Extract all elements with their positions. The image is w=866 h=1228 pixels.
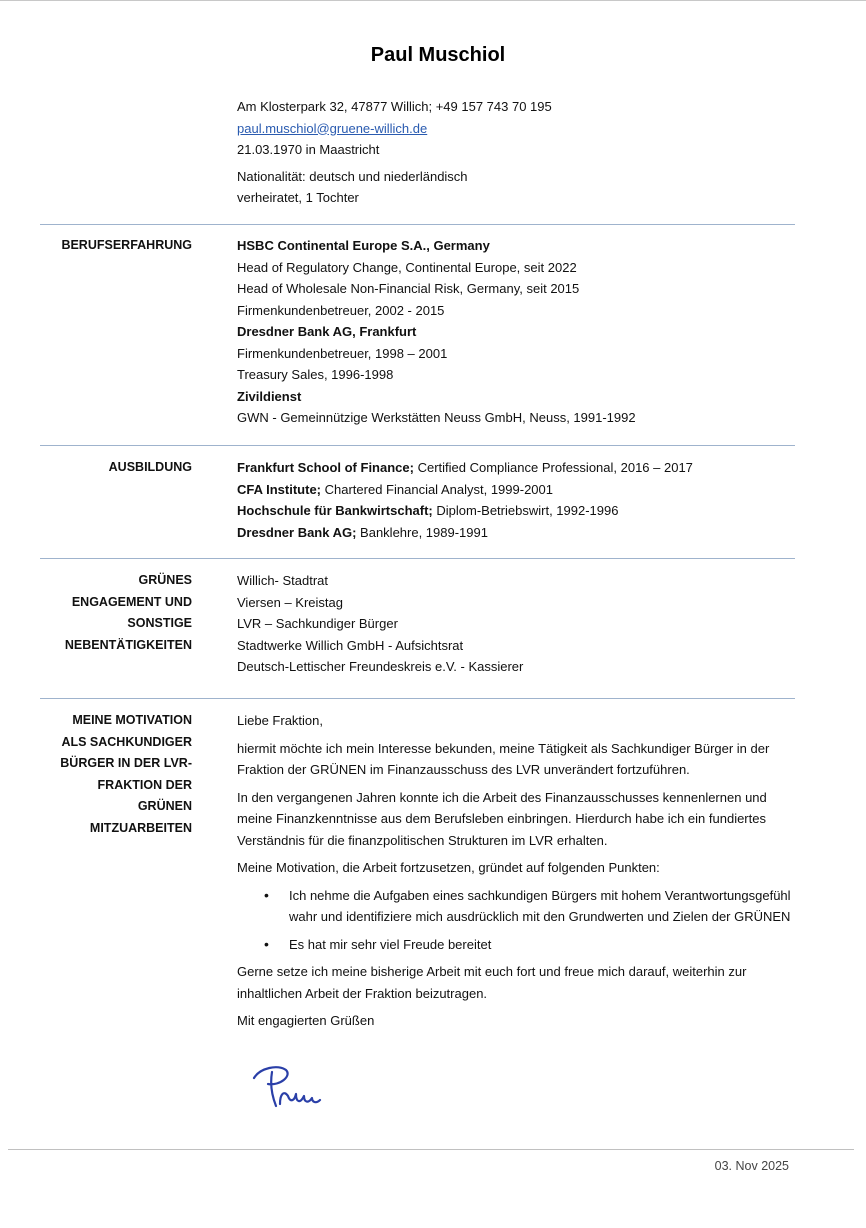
- label-line: BÜRGER IN DER LVR-: [60, 756, 192, 770]
- job-line: Head of Wholesale Non-Financial Risk, Germany, seit 2015: [237, 281, 580, 296]
- job-line: Zivildienst: [237, 388, 302, 404]
- section-divider: [40, 224, 795, 225]
- engagement-item: Viersen – Kreistag: [237, 594, 343, 610]
- education-item: [237, 522, 797, 544]
- nationality: Nationalität: deutsch und niederländisch: [237, 168, 468, 184]
- education-item: [237, 457, 797, 479]
- list-item: • Es hat mir sehr viel Freude bereitet: [289, 934, 797, 956]
- section-label-engagement: [40, 570, 192, 656]
- motivation-letter: [237, 710, 797, 1038]
- education-institution: Dresdner Bank AG;: [237, 524, 357, 540]
- letter-paragraph: In den vergangenen Jahren konnte ich die Arbeit des Finanzausschusses kennenlernen und meine Finanzkenntnisse aus dem Berufsleben einbringen. Hierdurch habe ich ein fundiertes Verständnis für die finanzpolitischen Strukturen im LVR erhalten.: [237, 789, 767, 848]
- label-line: GRÜNES: [138, 573, 192, 587]
- label-line: GRÜNEN: [137, 799, 192, 813]
- education-detail: Banklehre, 1989-1991: [356, 524, 488, 540]
- signature-image: [250, 1060, 330, 1112]
- job-line: Treasury Sales, 1996-1998: [237, 367, 394, 382]
- letter-greeting: Liebe Fraktion,: [237, 713, 323, 728]
- job-line: Firmenkundenbetreuer, 2002 - 2015: [237, 302, 445, 318]
- letter-paragraph: Meine Motivation, die Arbeit fortzusetzen, gründet auf folgenden Punkten:: [237, 860, 660, 875]
- engagement-item: Willich- Stadtrat: [237, 573, 329, 588]
- letter-closing: Mit engagierten Grüßen: [237, 1013, 375, 1028]
- label-line: MEINE MOTIVATION: [72, 713, 192, 727]
- job-line: Head of Regulatory Change, Continental Europe, seit 2022: [237, 259, 577, 275]
- address: Am Klosterpark 32, 47877 Willich; +49 157 743 70 195: [237, 99, 552, 114]
- engagement-item: LVR – Sachkundiger Bürger: [237, 616, 398, 631]
- education-detail: Diplom-Betriebswirt, 1992-1996: [432, 503, 619, 518]
- letter-paragraph: hiermit möchte ich mein Interesse bekunden, meine Tätigkeit als Sachkundiger Bürger in der Fraktion der GRÜNEN im Finanzausschuss des LVR unverändert fortzuführen.: [237, 740, 770, 777]
- family-status: verheiratet, 1 Tochter: [237, 190, 359, 205]
- education-detail: Certified Compliance Professional, 2016 – 2017: [413, 460, 693, 475]
- label-line: FRAKTION DER: [97, 777, 192, 792]
- job-line: Firmenkundenbetreuer, 1998 – 2001: [237, 345, 448, 361]
- page-title: Paul Muschiol: [370, 44, 506, 66]
- top-border: [0, 0, 866, 1]
- section-divider: [40, 698, 795, 699]
- education-institution: Hochschule für Bankwirtschaft;: [237, 503, 433, 518]
- label-line: ENGAGEMENT UND: [71, 594, 192, 609]
- footer-date: 03. Nov 2025: [714, 1159, 789, 1173]
- label-line: ALS SACHKUNDIGER: [61, 734, 192, 749]
- label-line: MITZUARBEITEN: [89, 820, 192, 835]
- education-item: [237, 479, 797, 501]
- footer-divider: [8, 1149, 854, 1150]
- job-line: HSBC Continental Europe S.A., Germany: [237, 238, 490, 253]
- section-label-motivation: [40, 710, 192, 839]
- section-divider: [40, 558, 795, 559]
- engagement-content: [237, 570, 797, 678]
- motivation-bullet-list: [237, 885, 797, 956]
- birth-info: 21.03.1970 in Maastricht: [237, 142, 380, 157]
- ausbildung-content: [237, 457, 797, 543]
- engagement-item: Deutsch-Lettischer Freundeskreis e.V. - Kassierer: [237, 659, 524, 674]
- education-item: [237, 500, 797, 522]
- letter-paragraph: Gerne setze ich meine bisherige Arbeit mit euch fort und freue mich darauf, weiterhin zur inhaltlichen Arbeit der Fraktion beizutragen.: [237, 964, 747, 1001]
- engagement-item: Stadtwerke Willich GmbH - Aufsichtsrat: [237, 637, 464, 653]
- education-institution: CFA Institute;: [237, 481, 322, 497]
- section-label-ausbildung: AUSBILDUNG: [108, 460, 192, 474]
- list-item: • Ich nehme die Aufgaben eines sachkundigen Bürgers mit hohem Verantwortungsgefühl wahr und identifiziere mich ausdrücklich mit den Grundwerten und Zielen der GRÜNEN: [289, 885, 797, 928]
- email-link[interactable]: paul.muschiol@gruene-willich.de: [237, 120, 428, 136]
- education-detail: Chartered Financial Analyst, 1999-2001: [321, 481, 553, 497]
- education-institution: Frankfurt School of Finance;: [237, 460, 414, 475]
- section-label-berufserfahrung: BERUFSERFAHRUNG: [61, 238, 192, 252]
- contact-block: [237, 96, 797, 209]
- label-line: SONSTIGE: [127, 616, 192, 630]
- berufserfahrung-content: [237, 235, 797, 429]
- section-divider: [40, 445, 795, 446]
- label-line: NEBENTÄTIGKEITEN: [64, 637, 192, 652]
- job-line: GWN - Gemeinnützige Werkstätten Neuss GmbH, Neuss, 1991-1992: [237, 410, 636, 425]
- job-line: Dresdner Bank AG, Frankfurt: [237, 324, 417, 339]
